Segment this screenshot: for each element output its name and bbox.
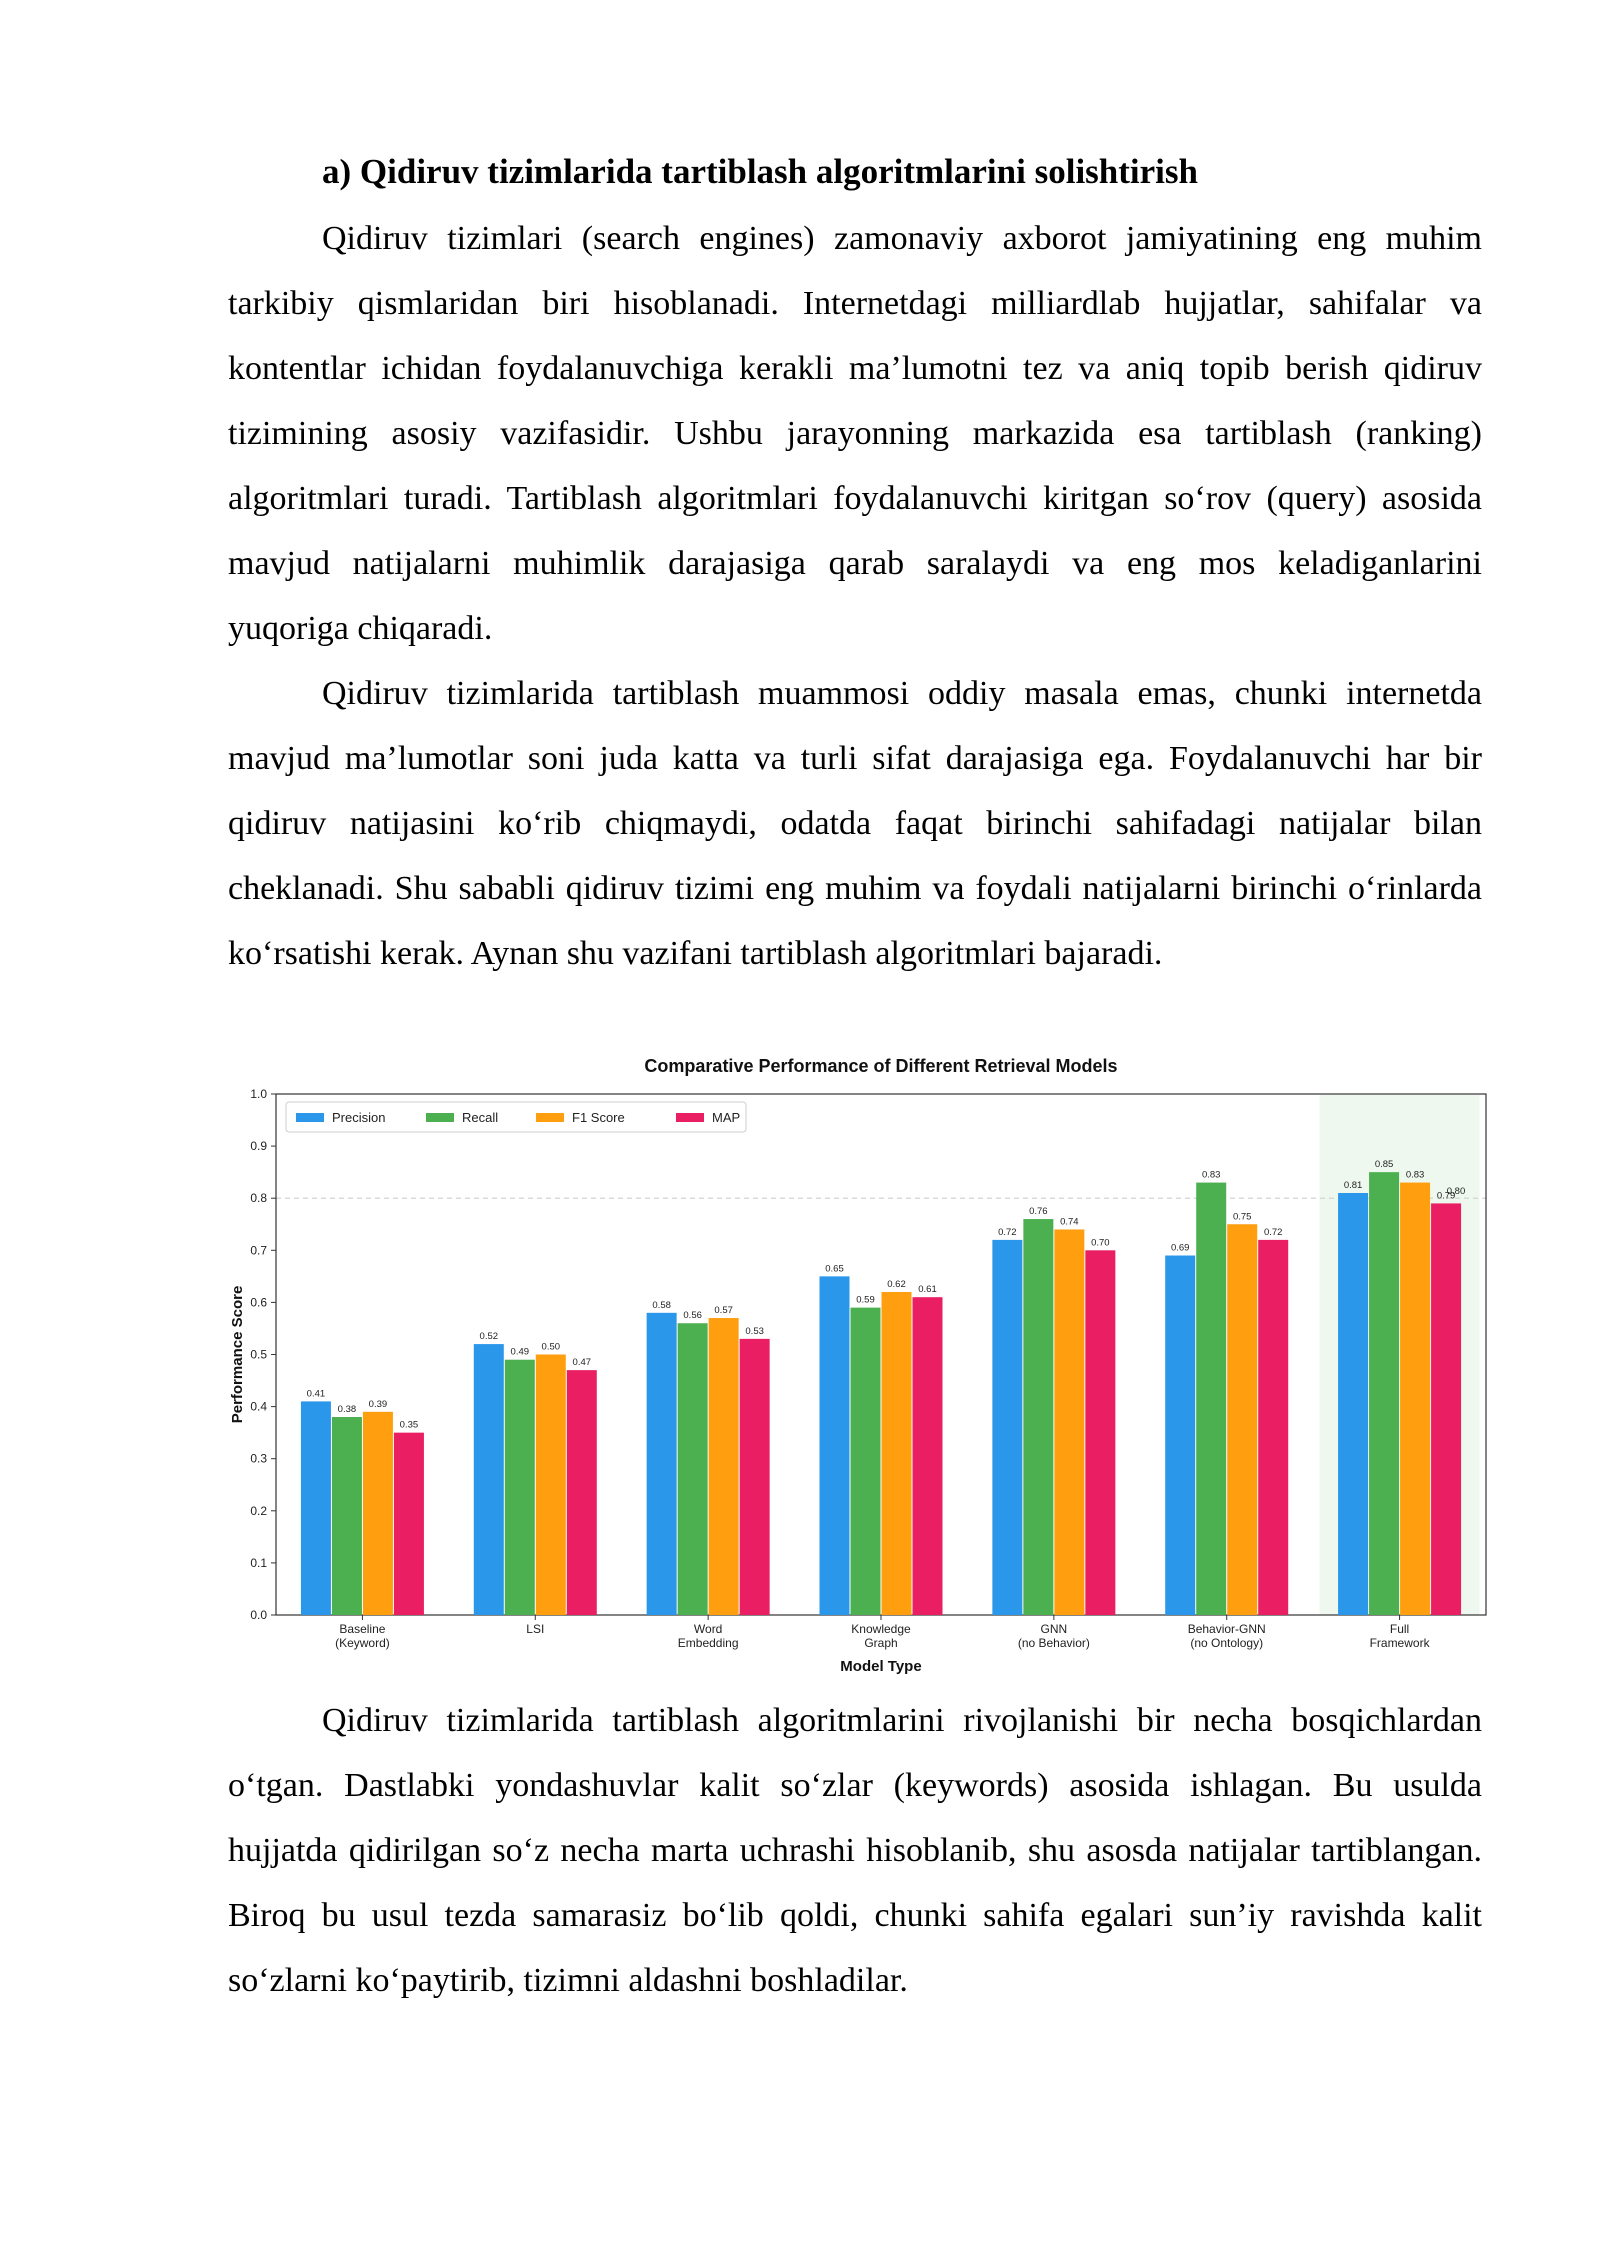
section-heading: a) Qidiruv tizimlarida tartiblash algoritmlarini solishtirish [322,152,1198,191]
bar [709,1318,739,1615]
x-tick-label: Framework [1369,1636,1430,1650]
bar-value-label: 0.38 [337,1404,357,1416]
performance-chart [228,1050,1488,1680]
bar-value-label: 0.41 [306,1388,326,1400]
x-tick-label: (no Ontology) [1190,1636,1264,1650]
y-tick-label: 0.0 [250,1608,267,1622]
bar [474,1344,504,1615]
bar-value-label: 0.65 [825,1263,844,1275]
bar [332,1417,362,1615]
y-tick-label: 0.3 [250,1451,267,1466]
bar-value-label: 0.49 [510,1346,530,1358]
x-tick-label: LSI [526,1622,545,1636]
bar-value-label: 0.85 [1374,1159,1394,1171]
y-tick-label: 0.2 [250,1503,267,1518]
bar [1400,1183,1430,1615]
bar [992,1240,1022,1615]
x-tick-label: Full [1389,1622,1410,1636]
bar [820,1276,850,1615]
y-tick-label: 0.7 [250,1243,267,1258]
bar [678,1323,708,1615]
bar-value-label: 0.35 [399,1419,419,1431]
bar-value-label: 0.56 [683,1310,702,1322]
y-tick-label: 0.6 [250,1295,267,1310]
bar-value-label: 0.58 [652,1299,671,1311]
bar-value-label: 0.62 [887,1278,906,1290]
bar-value-label: 0.69 [1170,1242,1190,1254]
bar-value-label: 0.76 [1029,1206,1048,1218]
bar-value-label: 0.52 [479,1331,499,1343]
bar-value-label: 0.75 [1232,1211,1252,1223]
bar [505,1360,535,1615]
y-tick-label: 0.8 [250,1191,267,1206]
bar [913,1297,943,1615]
y-tick-label: 1.0 [250,1087,267,1101]
y-tick-label: 0.4 [250,1399,267,1414]
x-tick-label: Graph [864,1636,898,1650]
x-axis-label: Model Type [840,1658,922,1675]
bar [647,1313,677,1615]
chart-svg [228,1050,1488,1680]
bar [740,1339,770,1615]
bar [1085,1250,1115,1615]
legend-swatch [676,1113,704,1122]
x-tick-label: Word [693,1622,723,1636]
plot-frame [276,1094,1486,1615]
bar [1431,1203,1461,1615]
bar [851,1308,881,1615]
bar [1258,1240,1288,1615]
bar-value-label: 0.79 [1436,1190,1456,1202]
y-axis-label: Performance Score [229,1285,246,1424]
bar-value-label: 0.72 [998,1226,1017,1238]
bar-value-label: 0.61 [918,1284,937,1296]
x-tick-label: Embedding [677,1636,739,1650]
bar [363,1412,393,1615]
bar-value-label: 0.53 [745,1325,764,1337]
legend-label: Precision [332,1110,386,1125]
bar [1023,1219,1053,1615]
legend-label: Recall [462,1110,499,1125]
x-tick-label: (Keyword) [335,1636,390,1650]
paragraph-1: Qidiruv tizimlari (search engines) zamonaviy axborot jamiyatining eng muhim tarkibiy qismlaridan biri hisoblanadi. Internetdagi milliardlab hujjatlar, sahifalar va kontentlar ichidan foydalanuvchiga kerakli ma’lumotni tez va aniq topib berish qidiruv tizimining asosiy vazifasidir. Ushbu jarayonning markazida esa tartiblash (ranking) algoritmlari turadi. Tartiblash algoritmlari foydalanuvchi kiritgan so‘rov (query) asosida mavjud natijalarni muhimlik darajasiga qarab saralaydi va eng mos keladiganlarini yuqoriga chiqaradi. [228,220,1482,647]
x-tick-label: Knowledge [851,1622,911,1636]
bar-value-label: 0.83 [1201,1169,1221,1181]
bar-value-label: 0.39 [368,1398,388,1410]
bar [1227,1224,1257,1615]
legend-label: F1 Score [572,1110,625,1125]
bar-value-label: 0.83 [1405,1169,1425,1181]
bar-value-label: 0.50 [541,1341,561,1353]
bar [882,1292,912,1615]
x-tick-label: GNN [1040,1622,1068,1636]
bar [536,1355,566,1616]
legend-swatch [426,1113,454,1122]
reference-line-label: 0.80 [1446,1186,1466,1198]
bar [1165,1256,1195,1615]
x-tick-label: Baseline [339,1622,386,1636]
bar [394,1433,424,1615]
y-tick-label: 0.1 [250,1555,267,1570]
bar-value-label: 0.70 [1091,1237,1110,1249]
bar-value-label: 0.72 [1263,1226,1283,1238]
bar-value-label: 0.59 [856,1294,875,1306]
legend-swatch [296,1113,324,1122]
bar [567,1370,597,1615]
bar [1196,1183,1226,1615]
paragraph-2: Qidiruv tizimlarida tartiblash muammosi oddiy masala emas, chunki internetda mavjud ma’lumotlar soni juda katta va turli sifat darajasiga ega. Foydalanuvchi har bir qidiruv natijasini ko‘rib chiqmaydi, odatda faqat birinchi sahifadagi natijalar bilan cheklanadi. Shu sababli qidiruv tizimi eng muhim va foydali natijalarni birinchi o‘rinlarda ko‘rsatishi kerak. Aynan shu vazifani tartiblash algoritmlari bajaradi. [228,675,1482,972]
x-tick-label: Behavior-GNN [1187,1622,1266,1636]
y-tick-label: 0.5 [250,1347,267,1362]
x-tick-label: (no Behavior) [1017,1636,1090,1650]
bar [301,1401,331,1615]
legend-swatch [536,1113,564,1122]
y-tick-label: 0.9 [250,1139,267,1154]
bar-value-label: 0.57 [714,1305,733,1317]
bar-value-label: 0.47 [572,1357,592,1369]
legend-label: MAP [712,1110,741,1125]
bar [1338,1193,1368,1615]
bar-value-label: 0.74 [1060,1216,1079,1228]
bar [1369,1172,1399,1615]
bar [1054,1229,1084,1615]
chart-title: Comparative Performance of Different Retrieval Models [644,1056,1118,1076]
bar-value-label: 0.81 [1343,1179,1363,1191]
paragraph-3: Qidiruv tizimlarida tartiblash algoritmlarini rivojlanishi bir necha bosqichlardan o‘tgan. Dastlabki yondashuvlar kalit so‘zlar (keywords) asosida ishlagan. Bu usulda hujjatda qidirilgan so‘z necha marta uchrashi hisoblanib, shu asosda natijalar tartiblangan. Biroq bu usul tezda samarasiz bo‘lib qoldi, chunki sahifa egalari sun’iy ravishda kalit so‘zlarni ko‘paytirib, tizimni aldashni boshladilar. [228,1702,1482,1999]
